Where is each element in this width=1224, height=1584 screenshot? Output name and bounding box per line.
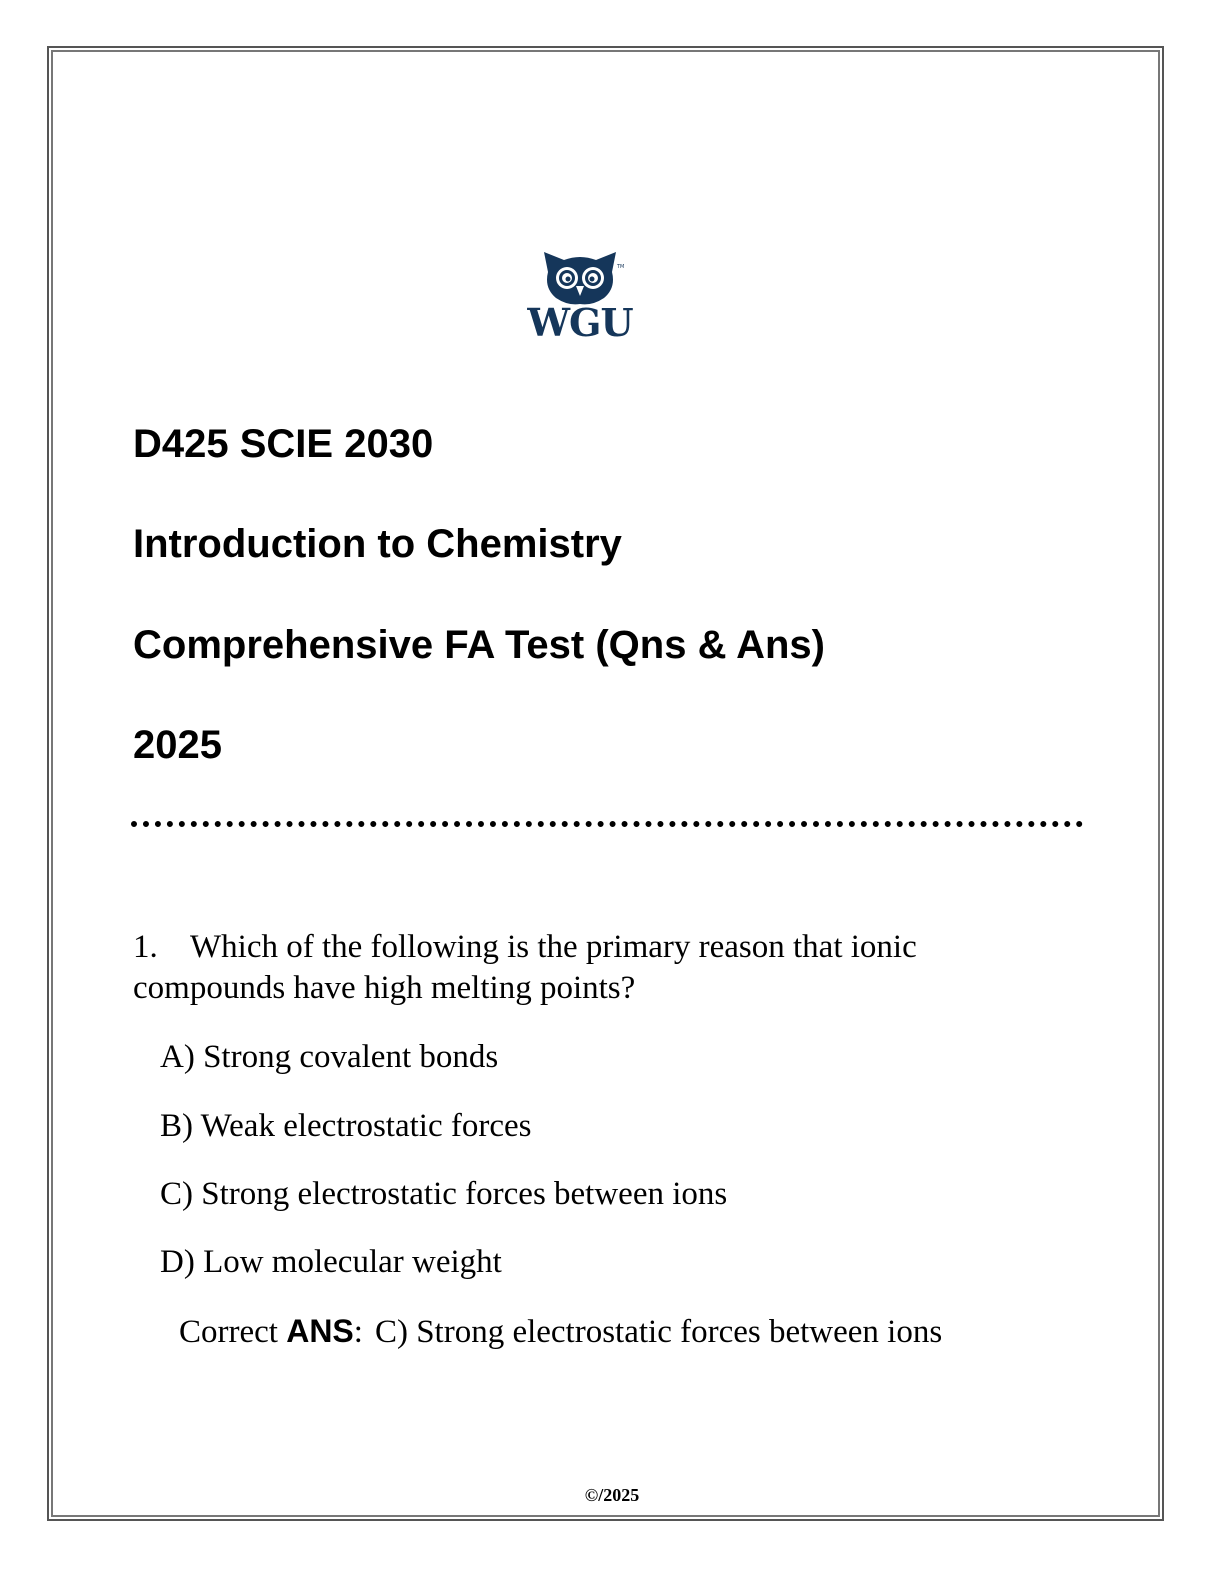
dotted-divider <box>131 821 1083 827</box>
course-name: Introduction to Chemistry <box>133 522 622 566</box>
question-1 <box>133 927 1033 1009</box>
owl-icon <box>520 248 640 306</box>
wgu-logo <box>520 248 640 348</box>
option-b: B) Weak electrostatic forces <box>160 1108 532 1144</box>
svg-text:TM: TM <box>617 264 625 270</box>
option-d: D) Low molecular weight <box>160 1244 502 1280</box>
option-c: C) Strong electrostatic forces between ions <box>160 1176 728 1212</box>
logo-wordmark: WGU <box>527 300 633 345</box>
answer-value: C) Strong electrostatic forces between ions <box>374 1314 943 1350</box>
question-number: 1. <box>133 929 158 965</box>
footer-copyright: ©/2025 <box>584 1485 640 1505</box>
course-code: D425 SCIE 2030 <box>133 422 434 466</box>
answer-colon: : <box>353 1314 363 1350</box>
question-text: Which of the following is the primary reason that ionic compounds have high melting points? <box>133 929 917 1006</box>
test-name: Comprehensive FA Test (Qns & Ans) <box>133 623 825 667</box>
test-year: 2025 <box>133 723 222 767</box>
answer-keyword: ANS <box>286 1313 354 1349</box>
answer-prefix: Correct <box>179 1314 287 1350</box>
option-a: A) Strong covalent bonds <box>160 1039 499 1075</box>
correct-answer <box>179 1311 942 1352</box>
